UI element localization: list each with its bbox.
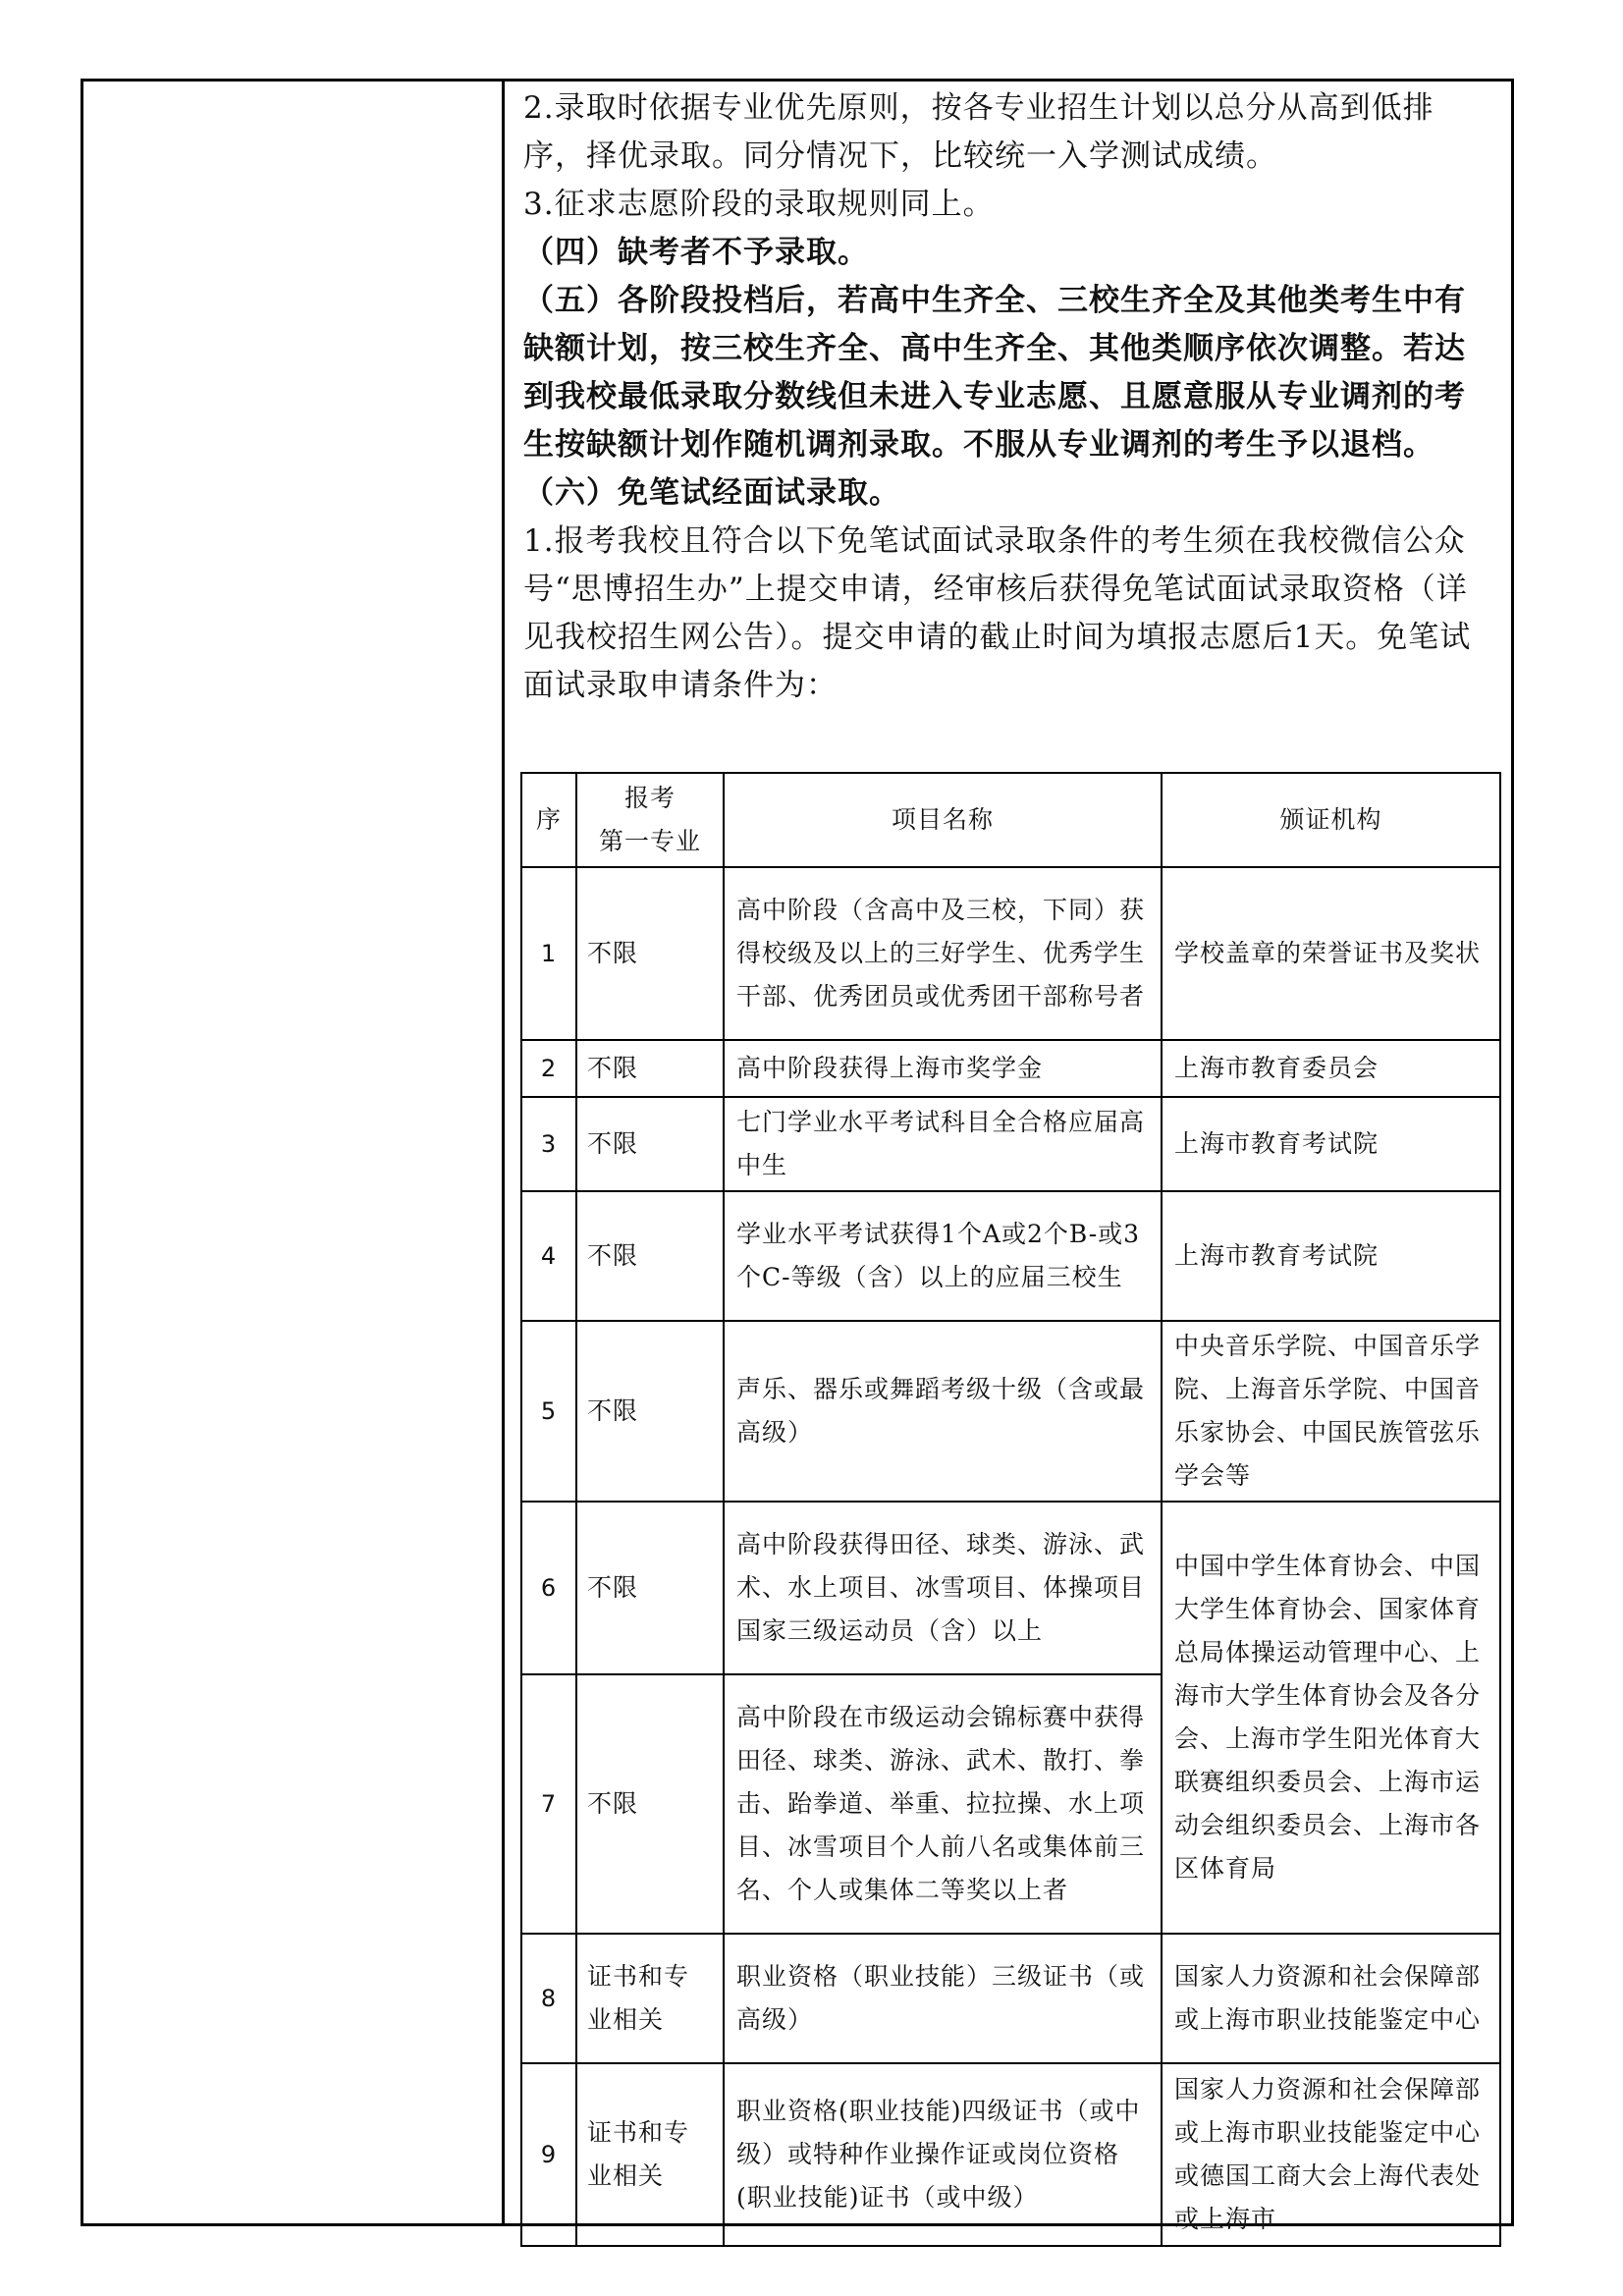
paragraph-exemption-intro: 1.报考我校且符合以下免笔试面试录取条件的考生须在我校微信公众号“思博招生办”上提交申请，经审核后获得免笔试面试录取资格（详见我校招生网公告）。提交申请的截止时间为填报志愿后1天。免笔试面试录取申请条件为：: [523, 523, 1472, 703]
cell-major: 证书和专业相关: [576, 2063, 724, 2246]
cell-project-name: 职业资格（职业技能）三级证书（或高级）: [724, 1934, 1162, 2063]
cell-major: 不限: [576, 1674, 724, 1934]
paragraph-rule-3: 3.征求志愿阶段的录取规则同上。: [523, 187, 995, 222]
exemption-conditions-table: [520, 772, 1501, 2247]
cell-project-name: 高中阶段在市级运动会锦标赛中获得田径、球类、游泳、武术、散打、拳击、跆拳道、举重、拉拉操、水上项目、冰雪项目个人前八名或集体前三名、个人或集体二等奖以上者: [724, 1674, 1162, 1934]
cell-project-name: 声乐、器乐或舞蹈考级十级（含或最高级）: [724, 1321, 1162, 1502]
cell-seq: 5: [521, 1321, 576, 1502]
cell-seq: 9: [521, 2063, 576, 2246]
table-row: [521, 1097, 1500, 1191]
cell-issuing-org: 上海市教育考试院: [1162, 1097, 1500, 1191]
cell-major: 不限: [576, 1097, 724, 1191]
cell-issuing-org: 国家人力资源和社会保障部或上海市职业技能鉴定中心: [1162, 1934, 1500, 2063]
cell-issuing-org: 上海市教育委员会: [1162, 1040, 1500, 1097]
cell-issuing-org: 中央音乐学院、中国音乐学院、上海音乐学院、中国音乐家协会、中国民族管弦乐学会等: [1162, 1321, 1500, 1502]
table-row: [521, 1934, 1500, 2063]
header-seq: 序: [521, 773, 576, 867]
header-major-line1: 报考: [623, 784, 676, 812]
cell-major: 不限: [576, 1191, 724, 1321]
table-row: [521, 1321, 1500, 1502]
cell-major: 不限: [576, 1040, 724, 1097]
paragraph-section-5: （五）各阶段投档后，若高中生齐全、三校生齐全及其他类考生中有缺额计划，按三校生齐全、高中生齐全、其他类顺序依次调整。若达到我校最低录取分数线但未进入专业志愿、且愿意服从专业调剂的考生按缺额计划作随机调剂录取。不服从专业调剂的考生予以退档。: [523, 283, 1466, 463]
cell-major: 不限: [576, 1502, 724, 1674]
cell-project-name: 高中阶段（含高中及三校，下同）获得校级及以上的三好学生、优秀学生干部、优秀团员或优秀团干部称号者: [724, 867, 1162, 1040]
right-cell-content: [523, 84, 1495, 710]
cell-major: 不限: [576, 1321, 724, 1502]
header-project-name: 项目名称: [724, 773, 1162, 867]
header-major-line2: 第一专业: [598, 827, 701, 855]
cell-project-name: 职业资格(职业技能)四级证书（或中级）或特种作业操作证或岗位资格(职业技能)证书（或中级）: [724, 2063, 1162, 2246]
outer-column-divider: [502, 79, 505, 2226]
table-row: [521, 1040, 1500, 1097]
cell-seq: 4: [521, 1191, 576, 1321]
cell-project-name: 学业水平考试获得1个A或2个B-或3个C-等级（含）以上的应届三校生: [724, 1191, 1162, 1321]
cell-issuing-org: 上海市教育考试院: [1162, 1191, 1500, 1321]
cell-major: 证书和专业相关: [576, 1934, 724, 2063]
table-row: [521, 1502, 1500, 1674]
heading-section-4: （四）缺考者不予录取。: [523, 235, 869, 270]
header-major: [576, 773, 724, 867]
table-row: [521, 1191, 1500, 1321]
paragraph-rule-2: 2.录取时依据专业优先原则，按各专业招生计划以总分从高到低排序，择优录取。同分情况下，比较统一入学测试成绩。: [523, 90, 1434, 174]
cell-issuing-org: 学校盖章的荣誉证书及奖状: [1162, 867, 1500, 1040]
cell-project-name: 七门学业水平考试科目全合格应届高中生: [724, 1097, 1162, 1191]
cell-project-name: 高中阶段获得田径、球类、游泳、武术、水上项目、冰雪项目、体操项目国家三级运动员（含）以上: [724, 1502, 1162, 1674]
cell-seq: 2: [521, 1040, 576, 1097]
cell-project-name: 高中阶段获得上海市奖学金: [724, 1040, 1162, 1097]
heading-section-6: （六）免笔试经面试录取。: [523, 475, 900, 511]
cell-seq: 3: [521, 1097, 576, 1191]
cell-seq: 8: [521, 1934, 576, 2063]
cell-issuing-org: 国家人力资源和社会保障部或上海市职业技能鉴定中心或德国工商大会上海代表处或上海市: [1162, 2063, 1500, 2246]
table-header-row: [521, 773, 1500, 867]
header-issuing-org: 颁证机构: [1162, 773, 1500, 867]
table-row: [521, 867, 1500, 1040]
cell-issuing-org-merged: 中国中学生体育协会、中国大学生体育协会、国家体育总局体操运动管理中心、上海市大学生体育协会及各分会、上海市学生阳光体育大联赛组织委员会、上海市运动会组织委员会、上海市各区体育局: [1162, 1502, 1500, 1934]
table-row: [521, 2063, 1500, 2246]
cell-major: 不限: [576, 867, 724, 1040]
cell-seq: 6: [521, 1502, 576, 1674]
cell-seq: 7: [521, 1674, 576, 1934]
cell-seq: 1: [521, 867, 576, 1040]
